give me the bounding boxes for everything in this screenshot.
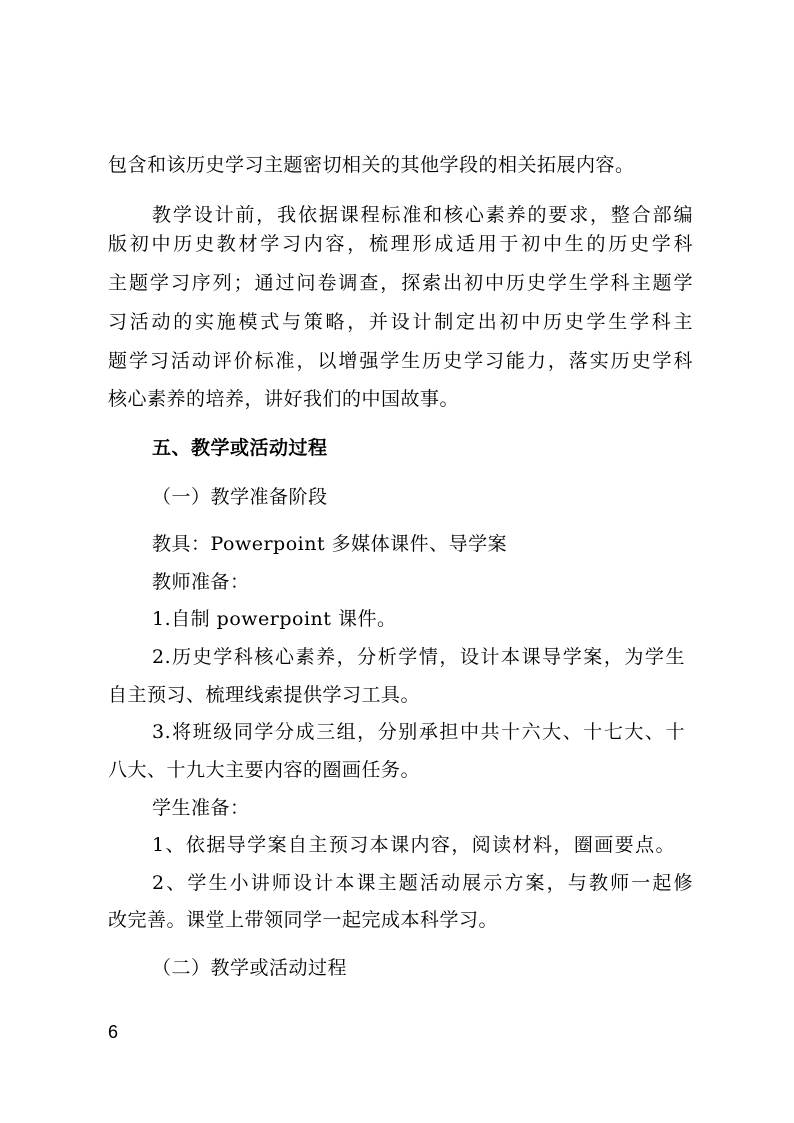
- list-item: 1、依据导学案自主预习本课内容，阅读材料，圈画要点。: [152, 834, 675, 856]
- paragraph-line: 主题学习序列；通过问卷调查，探索出初中历史学生学科主题学: [108, 272, 693, 294]
- list-item: 2、学生小讲师设计本课主题活动展示方案，与教师一起修: [152, 872, 693, 894]
- list-item-continuation: 自主预习、梳理线索提供学习工具。: [108, 684, 421, 706]
- paragraph-line: 题学习活动评价标准，以增强学生历史学习能力，落实历史学科: [108, 350, 693, 372]
- paragraph-line: 习活动的实施模式与策略，并设计制定出初中历史学生学科主: [108, 311, 693, 333]
- subsection-heading: （一）教学准备阶段: [152, 486, 328, 508]
- text-line: 教具：Powerpoint 多媒体课件、导学案: [152, 533, 508, 555]
- list-item: 3.将班级同学分成三组，分别承担中共十六大、十七大、十: [152, 721, 685, 743]
- list-item: 2.历史学科核心素养，分析学情，设计本课导学案，为学生: [152, 646, 685, 668]
- subsection-heading: （二）教学或活动过程: [152, 957, 348, 979]
- paragraph-line: 版初中历史教材学习内容，梳理形成适用于初中生的历史学科: [108, 233, 693, 255]
- paragraph-line: 核心素养的培养，讲好我们的中国故事。: [108, 388, 460, 410]
- text-line: 学生准备：: [152, 797, 250, 819]
- page-number: 6: [108, 1022, 119, 1042]
- section-heading: 五、教学或活动过程: [152, 437, 328, 459]
- paragraph-line: 教学设计前，我依据课程标准和核心素养的要求，整合部编: [152, 204, 693, 226]
- list-item-continuation: 改完善。课堂上带领同学一起完成本科学习。: [108, 909, 499, 931]
- text-line: 教师准备：: [152, 571, 250, 593]
- text-line: 包含和该历史学习主题密切相关的其他学段的相关拓展内容。: [108, 154, 635, 176]
- list-item: 1.自制 powerpoint 课件。: [152, 608, 397, 630]
- list-item-continuation: 八大、十九大主要内容的圈画任务。: [108, 759, 421, 781]
